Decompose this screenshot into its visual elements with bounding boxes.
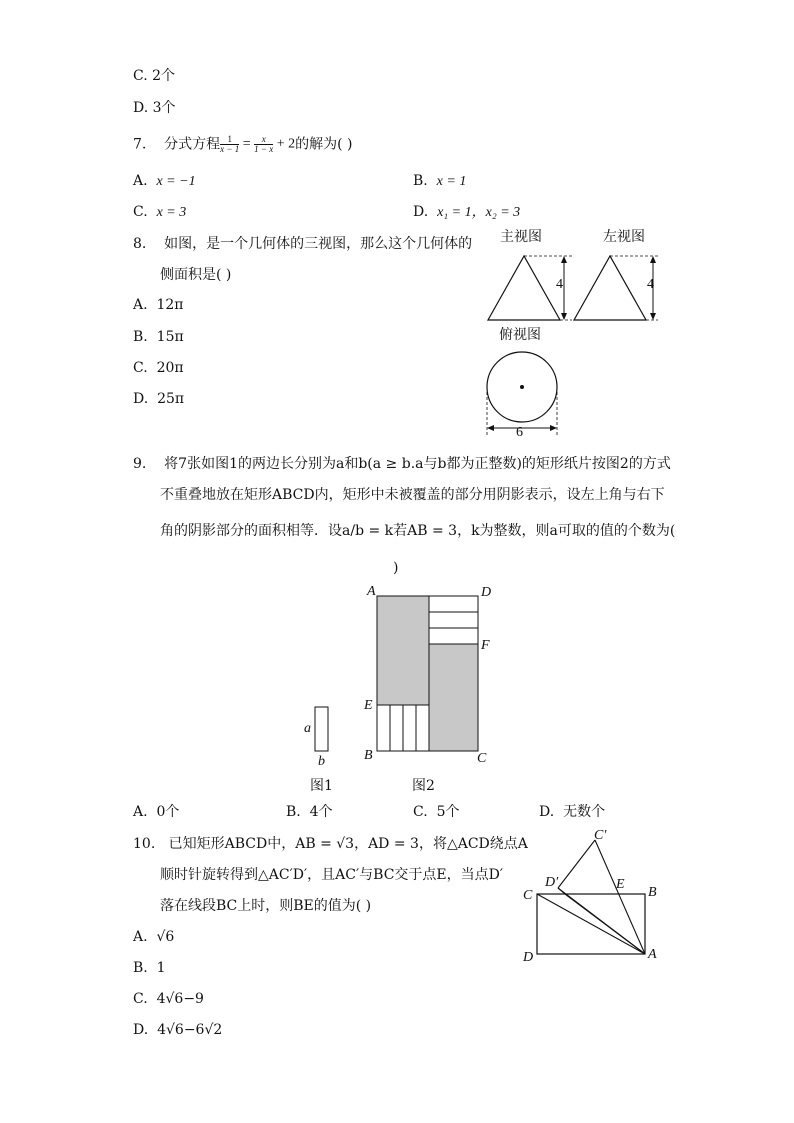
point-b-label: B — [648, 885, 657, 900]
option-label: A. — [133, 173, 148, 189]
q7-lead: 分式方程 — [164, 136, 221, 153]
option-label: D. — [133, 391, 149, 407]
q9-text-1: 将7张如图1的两边长分别为a和b(a ≥ b.a与b都为正整数)的矩形纸片按图2的方式 — [164, 456, 671, 472]
q7-denominator-2: 1 − x — [254, 144, 274, 154]
option-text: x = −1 — [156, 174, 196, 189]
option-label: A. — [133, 804, 148, 820]
diameter-value: 6 — [516, 425, 523, 440]
q10-option-a[interactable] — [133, 928, 174, 946]
side-b-label: b — [318, 754, 325, 769]
left-height-value: 4 — [647, 277, 654, 292]
point-a-label: A — [648, 947, 657, 962]
q9-stem-line4: ) — [393, 560, 399, 576]
left-view-triangle — [574, 256, 646, 320]
option-text: 4个 — [309, 804, 333, 820]
point-d-label: D — [523, 950, 534, 965]
q10-stem-line2: 顺时针旋转得到△AC′D′，且AC′与BC交于点E，当点D′ — [160, 867, 504, 883]
option-text: 25π — [157, 391, 185, 407]
option-label: D. — [413, 204, 429, 220]
option-text: 4√6−6√2 — [157, 1022, 223, 1038]
q7-option-b[interactable] — [413, 172, 466, 191]
option-text: 3个 — [152, 100, 176, 116]
option-label: A. — [133, 929, 148, 945]
option-c[interactable] — [133, 67, 175, 85]
option-label: B. — [133, 329, 148, 345]
q7-option-c[interactable] — [133, 203, 186, 222]
q10-option-b[interactable] — [133, 959, 166, 977]
q9-figure — [300, 590, 500, 760]
q7-equals: = — [239, 136, 255, 152]
option-label: D. — [539, 804, 555, 820]
q10-text-1: 已知矩形ABCD中，AB = √3，AD = 3，将△ACD绕点A — [168, 836, 528, 852]
q8-three-view-figure — [480, 250, 670, 440]
q10-option-d[interactable] — [133, 1021, 222, 1039]
option-d[interactable] — [133, 99, 176, 117]
option-text: 2个 — [152, 68, 176, 84]
top-view-label: 俯视图 — [499, 327, 541, 343]
question-number: 9. — [133, 456, 147, 472]
option-text: √6 — [156, 929, 175, 945]
figure1-caption: 图1 — [310, 778, 333, 794]
q10-stem-line1 — [133, 835, 528, 853]
question-number: 7. — [133, 136, 147, 153]
q7-option-d[interactable] — [413, 203, 520, 222]
option-label: C. — [133, 204, 148, 220]
point-f-label: F — [481, 638, 490, 653]
option-label: C. — [133, 991, 148, 1007]
q9-stem-line3: 角的阴影部分的面积相等．设a/b = k若AB = 3，k为整数，则a可取的值的个数为( — [160, 523, 676, 539]
q7-stem — [133, 135, 353, 154]
point-c-label: C — [477, 751, 487, 766]
question-number: 10. — [133, 836, 156, 852]
option-label: B. — [413, 173, 428, 189]
q8-option-a[interactable] — [133, 296, 183, 314]
q7-equation — [220, 135, 295, 154]
q8-option-c[interactable] — [133, 359, 184, 377]
q7-option-a[interactable] — [133, 172, 196, 191]
q9-option-a[interactable] — [133, 803, 179, 821]
point-d-label: D — [481, 585, 492, 600]
q7-numerator-1: 1 — [220, 135, 239, 145]
point-c-prime-label: C′ — [594, 828, 607, 843]
point-a-label: A — [367, 584, 376, 599]
option-label: D. — [133, 100, 149, 116]
q8-option-d[interactable] — [133, 390, 184, 408]
q10-figure — [520, 830, 660, 970]
q8-text-1: 如图，是一个几何体的三视图，那么这个几何体的 — [164, 236, 473, 252]
option-text: x = 3 — [156, 205, 187, 220]
figure1-rectangle — [315, 707, 328, 751]
front-view-triangle — [488, 256, 560, 320]
front-view-label: 主视图 — [500, 229, 542, 245]
option-label: D. — [133, 1022, 149, 1038]
shaded-top-left — [377, 596, 429, 705]
point-b-label: B — [364, 748, 373, 763]
q7-numerator-2: x — [254, 135, 273, 145]
point-d-prime-label: D′ — [545, 875, 559, 890]
option-text: 无数个 — [563, 804, 606, 820]
point-e-label: E — [616, 877, 625, 892]
q7-tail: + 2 — [273, 136, 296, 152]
q9-option-b[interactable] — [286, 803, 333, 821]
figure2-caption: 图2 — [412, 778, 435, 794]
side-a-label: a — [304, 721, 311, 736]
option-label: C. — [133, 68, 148, 84]
option-text: 15π — [156, 329, 184, 345]
q7-trail: 的解为( ) — [295, 136, 353, 153]
option-label: C. — [413, 804, 428, 820]
option-text: 12π — [156, 297, 184, 313]
option-label: B. — [133, 960, 148, 976]
option-text: 5个 — [436, 804, 460, 820]
q8-stem-line1 — [133, 235, 472, 253]
option-text: x = 1 — [436, 174, 467, 189]
q9-option-c[interactable] — [413, 803, 460, 821]
q10-option-c[interactable] — [133, 990, 204, 1008]
q9-stem-line1 — [133, 455, 671, 473]
q8-option-b[interactable] — [133, 328, 184, 346]
shaded-bottom-right — [429, 644, 478, 751]
front-height-value: 4 — [556, 277, 563, 292]
question-number: 8. — [133, 236, 147, 252]
option-text: 20π — [156, 360, 184, 376]
option-text: x₁ = 1，x₂ = 3 — [437, 205, 521, 220]
point-c-label: C — [523, 888, 533, 903]
q7-denominator-1: x − 1 — [220, 144, 240, 154]
circle-center — [520, 385, 524, 389]
option-label: A. — [133, 297, 148, 313]
option-text: 0个 — [156, 804, 180, 820]
q9-option-d[interactable] — [539, 803, 605, 821]
option-text: 4√6−9 — [156, 991, 204, 1007]
option-label: C. — [133, 360, 148, 376]
q10-stem-line3: 落在线段BC上时，则BE的值为( ) — [160, 898, 372, 914]
left-view-label: 左视图 — [603, 229, 645, 245]
point-e-label: E — [364, 698, 373, 713]
q9-stem-line2: 不重叠地放在矩形ABCD内，矩形中未被覆盖的部分用阴影表示，设左上角与右下 — [160, 487, 665, 503]
option-label: B. — [286, 804, 301, 820]
q8-stem-line2: 侧面积是( ) — [160, 267, 232, 283]
option-text: 1 — [156, 960, 166, 976]
